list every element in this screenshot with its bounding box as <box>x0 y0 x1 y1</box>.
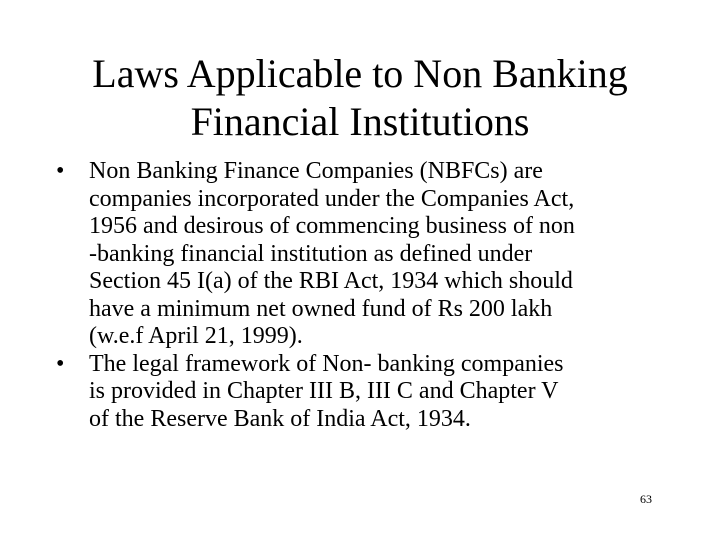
page-number: 63 <box>640 492 652 506</box>
bullet-icon: • <box>56 158 65 184</box>
slide-title <box>0 50 720 146</box>
bullet-item <box>56 351 696 434</box>
bullet-text-line: of the Reserve Bank of India Act, 1934. <box>89 405 471 432</box>
bullet-text-line: 1956 and desirous of commencing business of non <box>89 213 575 239</box>
bullet-text-line: Section 45 I(a) of the RBI Act, 1934 which should <box>89 268 573 294</box>
bullet-text-line: Non Banking Finance Companies (NBFCs) are <box>89 158 543 184</box>
bullet-text-line: (w.e.f April 21, 1999). <box>89 323 303 349</box>
bullet-text-line: is provided in Chapter III B, III C and Chapter V <box>89 378 559 404</box>
bullet-text-line: -banking financial institution as defined under <box>89 240 533 267</box>
slide-title-line: Laws Applicable to Non Banking <box>92 51 628 96</box>
bullet-list <box>56 158 696 433</box>
bullet-item <box>56 158 696 351</box>
bullet-icon: • <box>56 350 65 377</box>
bullet-text-line: The legal framework of Non- banking companies <box>89 350 564 377</box>
bullet-text-line: have a minimum net owned fund of Rs 200 lakh <box>89 295 553 322</box>
bullet-text-line: companies incorporated under the Companies Act, <box>89 185 575 212</box>
slide-title-line: Financial Institutions <box>190 99 530 144</box>
